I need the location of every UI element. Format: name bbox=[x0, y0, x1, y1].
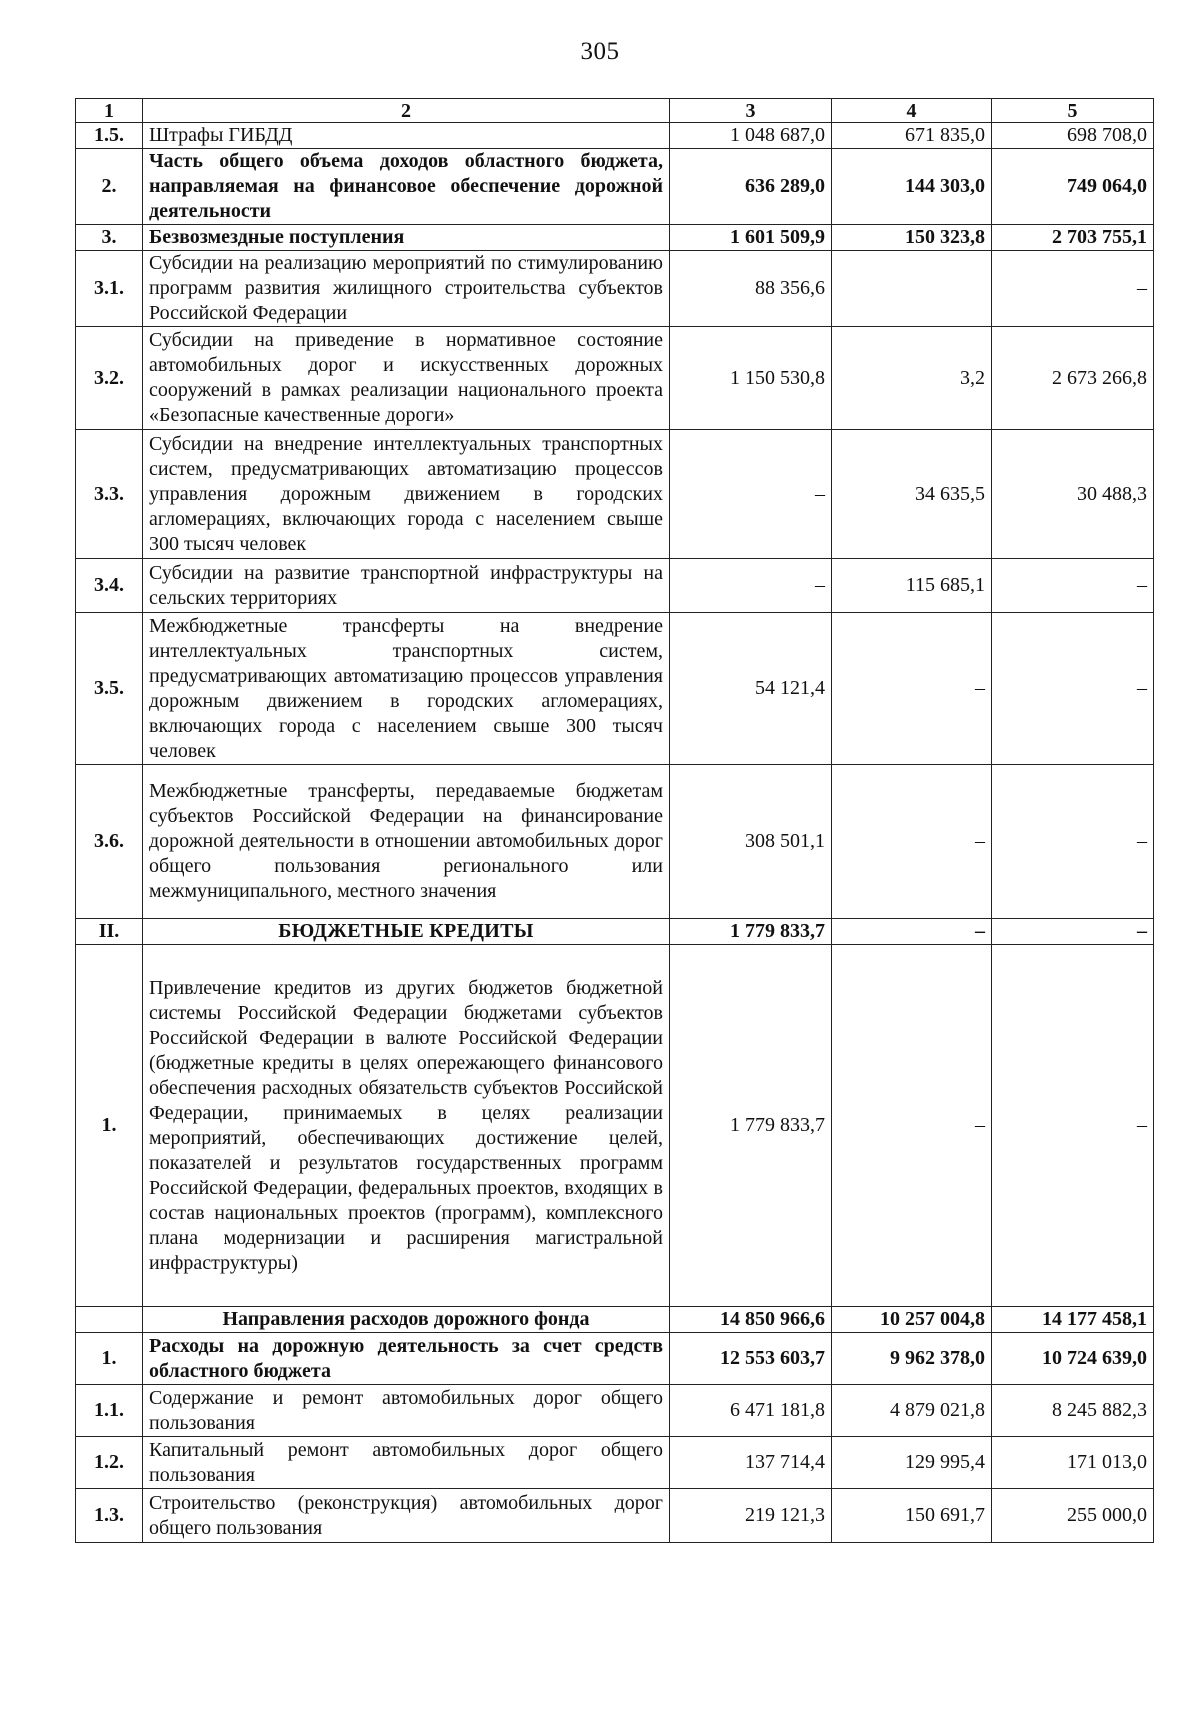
table-row bbox=[76, 765, 1154, 919]
row-number: 3. bbox=[76, 225, 143, 251]
row-value-col5: 2 673 266,8 bbox=[992, 327, 1154, 430]
row-value-col3: 636 289,0 bbox=[670, 149, 832, 225]
table-row bbox=[76, 1489, 1154, 1543]
row-description: Штрафы ГИБДД bbox=[143, 123, 670, 149]
row-description: Субсидии на приведение в нормативное состояние автомобильных дорог и искусственных дорожных сооружений в рамках реализации национального проекта «Безопасные качественные дороги» bbox=[143, 327, 670, 430]
row-number: 1.2. bbox=[76, 1437, 143, 1489]
row-description: Содержание и ремонт автомобильных дорог общего пользования bbox=[143, 1385, 670, 1437]
row-value-col5: 10 724 639,0 bbox=[992, 1333, 1154, 1385]
row-value-col5: – bbox=[992, 559, 1154, 613]
row-value-col3: 308 501,1 bbox=[670, 765, 832, 919]
row-description: Безвозмездные поступления bbox=[143, 225, 670, 251]
row-value-col4: 4 879 021,8 bbox=[832, 1385, 992, 1437]
row-value-col4: – bbox=[832, 765, 992, 919]
row-description: Капитальный ремонт автомобильных дорог общего пользования bbox=[143, 1437, 670, 1489]
table-row bbox=[76, 945, 1154, 1307]
row-number: 3.5. bbox=[76, 613, 143, 765]
row-value-col4: 671 835,0 bbox=[832, 123, 992, 149]
row-value-col3: 14 850 966,6 bbox=[670, 1307, 832, 1333]
header-col-1: 1 bbox=[76, 99, 143, 123]
road-fund-table bbox=[75, 98, 1154, 1543]
row-value-col5: – bbox=[992, 945, 1154, 1307]
row-value-col4: 34 635,5 bbox=[832, 430, 992, 559]
header-col-5: 5 bbox=[992, 99, 1154, 123]
row-value-col3: – bbox=[670, 430, 832, 559]
row-number: 1.5. bbox=[76, 123, 143, 149]
row-value-col4: – bbox=[832, 613, 992, 765]
table-row bbox=[76, 123, 1154, 149]
row-number: II. bbox=[76, 919, 143, 945]
row-value-col3: 219 121,3 bbox=[670, 1489, 832, 1543]
table-header-row bbox=[76, 99, 1154, 123]
row-value-col3: 88 356,6 bbox=[670, 251, 832, 327]
header-col-4: 4 bbox=[832, 99, 992, 123]
row-value-col5: 30 488,3 bbox=[992, 430, 1154, 559]
row-value-col3: 1 779 833,7 bbox=[670, 945, 832, 1307]
table-row bbox=[76, 327, 1154, 430]
row-description: Расходы на дорожную деятельность за счет средств областного бюджета bbox=[143, 1333, 670, 1385]
row-value-col5: 2 703 755,1 bbox=[992, 225, 1154, 251]
table-row bbox=[76, 225, 1154, 251]
row-number: 3.6. bbox=[76, 765, 143, 919]
row-value-col5: 255 000,0 bbox=[992, 1489, 1154, 1543]
row-value-col4 bbox=[832, 251, 992, 327]
row-number: 2. bbox=[76, 149, 143, 225]
row-value-col4: 3,2 bbox=[832, 327, 992, 430]
row-description: Часть общего объема доходов областного бюджета, направляемая на финансовое обеспечение дорожной деятельности bbox=[143, 149, 670, 225]
header-col-2: 2 bbox=[143, 99, 670, 123]
table-row bbox=[76, 613, 1154, 765]
row-value-col3: 6 471 181,8 bbox=[670, 1385, 832, 1437]
row-value-col4: 144 303,0 bbox=[832, 149, 992, 225]
row-value-col3: 1 048 687,0 bbox=[670, 123, 832, 149]
row-description: БЮДЖЕТНЫЕ КРЕДИТЫ bbox=[143, 919, 670, 945]
table-row bbox=[76, 919, 1154, 945]
row-description: Субсидии на развитие транспортной инфраструктуры на сельских территориях bbox=[143, 559, 670, 613]
row-description: Привлечение кредитов из других бюджетов бюджетной системы Российской Федерации бюджетами субъектов Российской Федерации в валюте Российской Федерации (бюджетные кредиты в целях опережающего финансового обеспечения расходных обязательств субъектов Российской Федерации, принимаемых в целях реализации мероприятий, обеспечивающих достижение целей, показателей и результатов государственных программ Российской Федерации, федеральных проектов, входящих в состав национальных проектов (программ), комплексного плана модернизации и расширения магистральной инфраструктуры) bbox=[143, 945, 670, 1307]
row-number: 3.1. bbox=[76, 251, 143, 327]
row-number bbox=[76, 1307, 143, 1333]
row-value-col5: – bbox=[992, 251, 1154, 327]
row-description: Межбюджетные трансферты на внедрение интеллектуальных транспортных систем, предусматривающих автоматизацию процессов управления дорожным движением в городских агломерациях, включающих города с населением свыше 300 тысяч человек bbox=[143, 613, 670, 765]
row-value-col3: – bbox=[670, 559, 832, 613]
table-row bbox=[76, 1307, 1154, 1333]
row-value-col5: – bbox=[992, 613, 1154, 765]
row-value-col4: 129 995,4 bbox=[832, 1437, 992, 1489]
table-row bbox=[76, 1385, 1154, 1437]
row-description: Строительство (реконструкция) автомобильных дорог общего пользования bbox=[143, 1489, 670, 1543]
row-value-col4: – bbox=[832, 945, 992, 1307]
row-value-col3: 1 150 530,8 bbox=[670, 327, 832, 430]
row-number: 3.4. bbox=[76, 559, 143, 613]
table-row bbox=[76, 559, 1154, 613]
row-value-col5: 698 708,0 bbox=[992, 123, 1154, 149]
row-value-col5: – bbox=[992, 919, 1154, 945]
header-col-3: 3 bbox=[670, 99, 832, 123]
row-description: Межбюджетные трансферты, передаваемые бюджетам субъектов Российской Федерации на финансирование дорожной деятельности в отношении автомобильных дорог общего пользования регионального или межмуниципального, местного значения bbox=[143, 765, 670, 919]
row-value-col4: 150 323,8 bbox=[832, 225, 992, 251]
row-number: 1.3. bbox=[76, 1489, 143, 1543]
page-number: 305 bbox=[580, 38, 620, 65]
row-value-col4: 150 691,7 bbox=[832, 1489, 992, 1543]
row-number: 1. bbox=[76, 1333, 143, 1385]
row-description: Субсидии на внедрение интеллектуальных транспортных систем, предусматривающих автоматизацию процессов управления дорожным движением в городских агломерациях, включающих города с населением свыше 300 тысяч человек bbox=[143, 430, 670, 559]
row-value-col3: 137 714,4 bbox=[670, 1437, 832, 1489]
row-description: Субсидии на реализацию мероприятий по стимулированию программ развития жилищного строительства субъектов Российской Федерации bbox=[143, 251, 670, 327]
table-row bbox=[76, 430, 1154, 559]
row-value-col3: 54 121,4 bbox=[670, 613, 832, 765]
row-value-col5: 749 064,0 bbox=[992, 149, 1154, 225]
row-description: Направления расходов дорожного фонда bbox=[143, 1307, 670, 1333]
row-value-col3: 1 779 833,7 bbox=[670, 919, 832, 945]
table-row bbox=[76, 149, 1154, 225]
row-number: 3.2. bbox=[76, 327, 143, 430]
row-value-col4: 115 685,1 bbox=[832, 559, 992, 613]
row-number: 3.3. bbox=[76, 430, 143, 559]
row-number: 1.1. bbox=[76, 1385, 143, 1437]
table-row bbox=[76, 1437, 1154, 1489]
row-value-col3: 1 601 509,9 bbox=[670, 225, 832, 251]
table-row bbox=[76, 251, 1154, 327]
row-value-col5: 14 177 458,1 bbox=[992, 1307, 1154, 1333]
row-value-col5: 8 245 882,3 bbox=[992, 1385, 1154, 1437]
row-number: 1. bbox=[76, 945, 143, 1307]
row-value-col5: – bbox=[992, 765, 1154, 919]
row-value-col5: 171 013,0 bbox=[992, 1437, 1154, 1489]
row-value-col3: 12 553 603,7 bbox=[670, 1333, 832, 1385]
row-value-col4: 10 257 004,8 bbox=[832, 1307, 992, 1333]
row-value-col4: 9 962 378,0 bbox=[832, 1333, 992, 1385]
row-value-col4: – bbox=[832, 919, 992, 945]
table-row bbox=[76, 1333, 1154, 1385]
